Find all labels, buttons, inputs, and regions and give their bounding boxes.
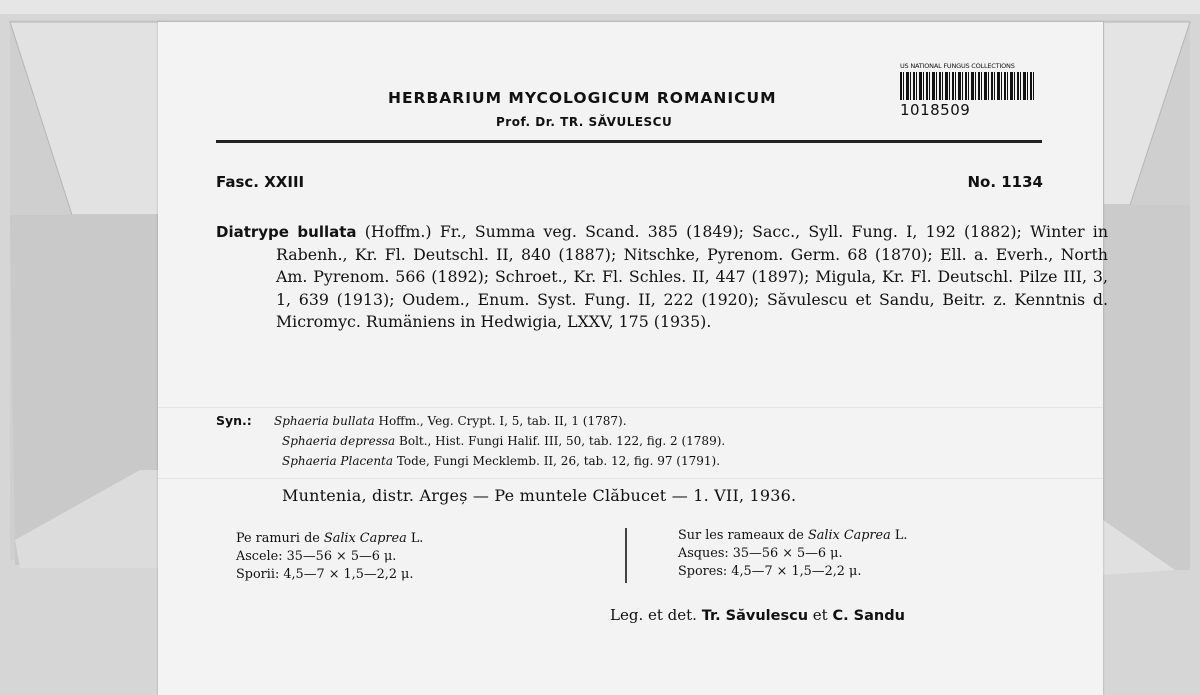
romanian-description [236,530,423,584]
synonym-ref: Hoffm., Veg. Crypt. I, 5, tab. II, 1 (1787). [378,414,627,428]
host-line [678,527,907,545]
spore-measure: Spores: 4,5—7 × 1,5—2,2 μ. [678,564,862,579]
specimen-number: No. 1134 [967,173,1043,191]
herbarium-title: HERBARIUM MYCOLOGICUM ROMANICUM [388,89,777,107]
synonym-name: Sphaeria depressa [282,434,396,448]
host-line [236,530,423,548]
asci-measure: Ascele: 35—56 × 5—6 μ. [236,549,397,564]
host-author: L. [410,531,424,546]
host-prefix: Sur les rameaux de [678,528,804,543]
header-rule [216,140,1042,143]
synonym-line [282,451,720,472]
collector-line [610,606,905,624]
column-divider [625,528,627,583]
host-author: L. [894,528,908,543]
synonyms-label: Syn.: [216,413,252,428]
barcode-label [900,62,1048,130]
asci-measure: Asques: 35—56 × 5—6 μ. [678,546,843,561]
synonym-ref: Tode, Fungi Mecklemb. II, 26, tab. 12, fig. 97 (1791). [396,454,721,468]
collection-locality: Muntenia, distr. Argeș — Pe muntele Clăbucet — 1. VII, 1936. [282,486,797,505]
collector-conj: et [812,606,828,624]
spore-measure: Sporii: 4,5—7 × 1,5—2,2 μ. [236,567,414,582]
french-description [678,527,907,581]
host-species: Salix Caprea [807,528,891,543]
herbarium-curator: Prof. Dr. TR. SĂVULESCU [496,115,673,129]
barcode-number: 1018509 [900,101,971,119]
herbarium-label [158,22,1108,695]
taxon-citation [216,221,1108,334]
collector-name: Tr. Săvulescu [701,608,809,624]
taxon-name: Diatrype bullata [216,223,357,241]
synonym-ref: Bolt., Hist. Fungi Halif. III, 50, tab. 122, fig. 2 (1789). [399,434,726,448]
barcode-icon [900,72,1034,100]
fold-line [158,478,1103,479]
taxon-references: (Hoffm.) Fr., Summa veg. Scand. 385 (1849); Sacc., Syll. Fung. I, 192 (1882); Winter in Rabenh., Kr. Fl. Deutschl. II, 840 (1887); Nitschke, Pyrenom. Germ. 68 (1870); Ell. a. Everh., North Am. Pyrenom. 566 (1892); Schroet., Kr. Fl. Schles. II, 447 (1897); Migula, Kr. Fl. Deutschl. Pilze III, 3, 1, 639 (1913); Oudem., Enum. Syst. Fung. II, 222 (1920); Săvulescu et Sandu, Beitr. z. Kenntnis d. Micromyc. Rumäniens in Hedwigia, LXXV, 175 (1935). [276,222,1108,331]
synonym-name: Sphaeria Placenta [282,454,394,468]
synonym-line [274,411,627,432]
host-prefix: Pe ramuri de [236,531,320,546]
collector-prefix: Leg. et det. [610,606,697,624]
synonym-line [282,431,725,452]
fold-line [158,407,1103,408]
fascicle-number: Fasc. XXIII [216,173,305,191]
synonym-name: Sphaeria bullata [274,414,375,428]
host-species: Salix Caprea [323,531,407,546]
barcode-caption: US NATIONAL FUNGUS COLLECTIONS [900,62,1015,70]
collector-name-2: C. Sandu [832,608,905,624]
